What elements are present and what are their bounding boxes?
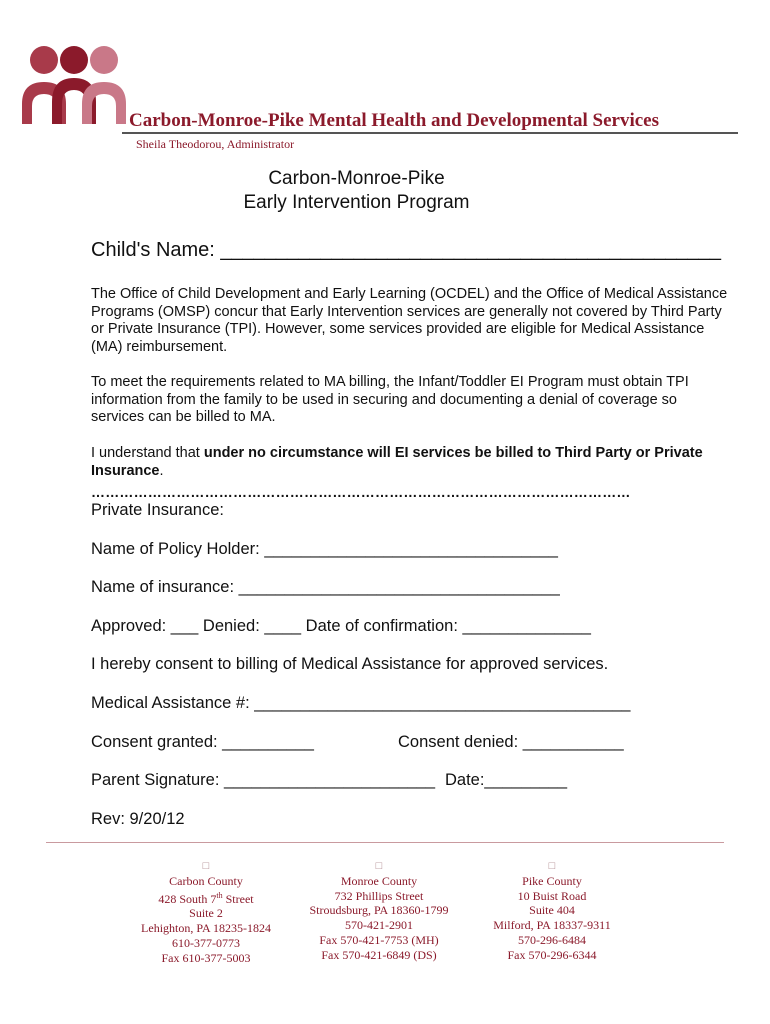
checkbox-icon: □ — [375, 860, 383, 872]
office-carbon-county — [116, 859, 296, 966]
understand-bold: under no circumstance will EI services be billed to Third Party or Private Insurance — [91, 445, 703, 479]
office-fax-ds: Fax 570-421-6849 (DS) — [321, 947, 437, 962]
organization-name: Carbon-Monroe-Pike Mental Health and Developmental Services — [129, 110, 659, 131]
childs-name-label: Child's Name: — [91, 239, 221, 261]
office-fax: Fax 570-296-6344 — [507, 947, 597, 962]
office-street: 10 Buist Road — [517, 888, 587, 903]
office-suite: Suite 404 — [529, 903, 575, 918]
office-city: Lehighton, PA 18235-1824 — [141, 921, 271, 936]
office-city: Stroudsburg, PA 18360-1799 — [309, 903, 449, 918]
office-phone: 570-296-6484 — [518, 932, 586, 947]
program-title-line1: Carbon-Monroe-Pike — [268, 168, 445, 189]
policy-holder-field[interactable]: Name of Policy Holder: ________________________________ — [91, 540, 558, 558]
signature-date-field[interactable]: Date:_________ — [445, 771, 568, 789]
understand-suffix: . — [159, 462, 164, 479]
insurance-name-field[interactable]: Name of insurance: ___________________________________ — [91, 578, 560, 596]
paragraph-understand — [91, 445, 731, 480]
office-fax-mh: Fax 570-421-7753 (MH) — [319, 932, 439, 947]
organization-logo — [14, 42, 134, 134]
revision-date: Rev: 9/20/12 — [91, 810, 185, 828]
program-title-line2: Early Intervention Program — [243, 192, 470, 213]
office-city: Milford, PA 18337-9311 — [493, 918, 611, 933]
office-name: Carbon County — [169, 873, 243, 888]
office-phone: 610-377-0773 — [172, 935, 240, 950]
consent-denied-field[interactable]: Consent denied: ___________ — [398, 733, 624, 751]
office-street: 428 South 7th Street — [158, 890, 254, 906]
office-monroe-county — [289, 859, 469, 963]
childs-name-field[interactable] — [91, 239, 721, 262]
administrator-name: Sheila Theodorou, Administrator — [136, 137, 295, 151]
office-suite: Suite 2 — [189, 906, 223, 921]
office-phone: 570-421-2901 — [345, 918, 413, 933]
checkbox-icon: □ — [202, 860, 210, 872]
parent-signature-field[interactable]: Parent Signature: _______________________ — [91, 771, 436, 789]
paragraph-ocdel: The Office of Child Development and Early Learning (OCDEL) and the Office of Medical Assistance Programs (OMSP) concur that Early Intervention services are generally not covered by Third Party or Private Insurance (TPI). However, some services provided are eligible for Medical Assistance (MA) reimbursement. — [91, 286, 728, 355]
paragraph-ma-billing: To meet the requirements related to MA billing, the Infant/Toddler EI Program must obtain TPI information from the family to be used in securing and documenting a denial of coverage so services can be billed to MA. — [91, 374, 689, 425]
approval-status-field[interactable]: Approved: ___ Denied: ____ Date of confirmation: ______________ — [91, 617, 591, 635]
consent-granted-field[interactable]: Consent granted: __________ — [91, 733, 314, 751]
consent-statement: I hereby consent to billing of Medical Assistance for approved services. — [91, 655, 609, 673]
dotted-separator: …………………………………………………………………………………………………… — [91, 484, 631, 500]
understand-prefix: I understand that — [91, 445, 204, 461]
office-street: 732 Phillips Street — [334, 888, 424, 903]
private-insurance-heading: Private Insurance: — [91, 501, 224, 519]
checkbox-icon: □ — [548, 860, 556, 872]
office-pike-county — [462, 859, 642, 963]
ma-number-field[interactable]: Medical Assistance #: _________________________________________ — [91, 694, 631, 712]
office-fax: Fax 610-377-5003 — [161, 950, 251, 965]
childs-name-blank[interactable]: _____________________________________________ — [220, 239, 721, 261]
header-divider — [122, 132, 738, 134]
office-name: Pike County — [522, 873, 582, 888]
footer-divider — [46, 842, 724, 843]
office-name: Monroe County — [340, 873, 418, 888]
